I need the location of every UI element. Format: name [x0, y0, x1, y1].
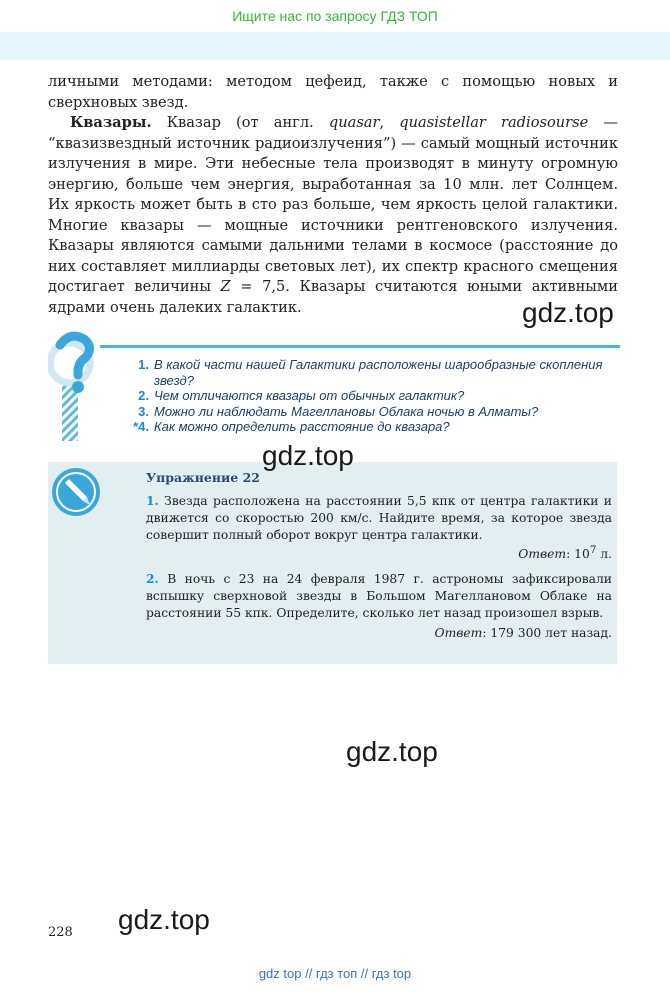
footer-links[interactable]: gdz top // гдз топ // гдз top	[258, 966, 412, 981]
exercise-task-1: 1. Звезда расположена на расстоянии 5,5 кпк от центра галактики и движется со скоростью 200 км/с. Найдите время, за которое звезда совершит полный оборот вокруг центра галактики.	[146, 493, 612, 542]
question-item: 3. Можно ли наблюдать Магеллановы Облака ночью в Алматы?	[138, 403, 539, 419]
exercise-task-2: 2. В ночь с 23 на 24 февраля 1987 г. астрономы зафиксировали вспышку сверхновой звезды в Большом Магеллановом Облаке на расстоянии 55 кпк. Определите, сколько лет назад произошел взрыв.	[146, 571, 612, 620]
page-number: 228	[48, 925, 73, 940]
question-item: 1. В какой части нашей Галактики расположены шарообразные скопления звезд?	[138, 357, 603, 388]
watermark: gdz.top	[262, 440, 354, 471]
pencil-icon	[50, 466, 102, 518]
answer-2: Ответ: 179 300 лет назад.	[434, 626, 612, 640]
header-band	[0, 32, 670, 60]
answer-1: Ответ: $10^7$ л.	[518, 544, 612, 562]
question-divider	[100, 345, 620, 348]
watermark: gdz.top	[522, 297, 614, 328]
paragraph-quasars: Квазары. Квазар (от англ. quasar, quasistellar radiosourse — “квазизвездный источник радиоизлучения”) — самый мощный источник излучения в мире. Эти небесные тела производят в минуту огромную энергию, больше чем энергия, выработанная за 10 млн. лет Солнцем. Их яркость может быть в сто раз больше, чем яркость целой галактики. Многие квазары — мощные источники рентгеновского излучения. Квазары являются самыми дальними телами в космосе (расстояние до них составляет миллиарды световых лет), их спектр красного смещения достигает величины Z = 7,5. Квазары считаются юными активными ядрами очень далеких галактик.	[48, 114, 618, 316]
paragraph-1: личными методами: методом цефеид, также с помощью новых и сверхновых звезд.	[48, 73, 618, 111]
z-variable: Z	[220, 278, 231, 295]
quasars-heading: Квазары.	[70, 114, 152, 131]
question-item: 2. Чем отличаются квазары от обычных галактик?	[138, 388, 465, 403]
top-banner[interactable]: Ищите нас по запросу ГДЗ ТОП	[232, 8, 438, 24]
review-questions	[127, 357, 627, 435]
watermark: gdz.top	[118, 904, 210, 935]
question-mark-icon	[48, 325, 106, 443]
watermark: gdz.top	[346, 736, 438, 767]
question-item: *4. Как можно определить расстояние до квазара?	[133, 419, 450, 434]
exercise-title: Упражнение 22	[146, 470, 260, 485]
